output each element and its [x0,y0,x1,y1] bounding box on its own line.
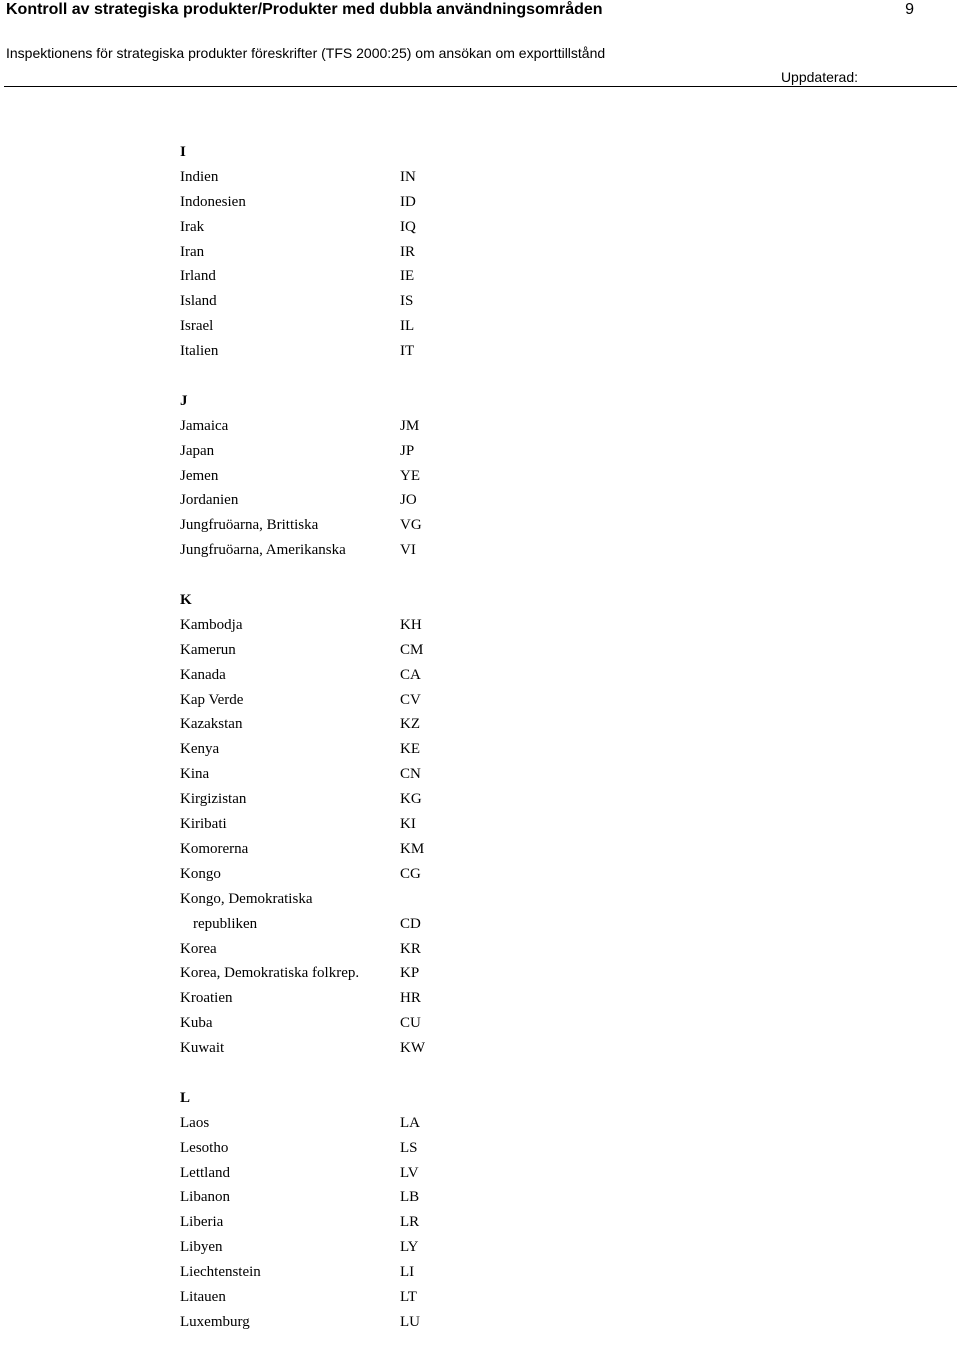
country-name-continuation: republiken [193,915,258,932]
country-code: HR [400,990,421,1007]
country-code: CN [400,766,421,783]
country-code: CD [400,915,421,932]
country-code: KW [400,1040,425,1057]
country-code: KM [400,840,425,857]
country-row [180,488,500,513]
country-name [180,538,390,563]
country-name [180,1210,390,1235]
country-code: IR [400,243,415,260]
document-title: Kontroll av strategiska produkter/Produkter med dubbla användningsområden [6,1,603,18]
country-name [180,289,390,314]
country-name-line: Komorerna [180,840,249,857]
country-code: LV [400,1164,419,1181]
country-code: LI [400,1264,415,1281]
country-code: IT [400,343,415,360]
country-name-line: Italien [180,343,219,360]
country-code: JM [400,417,420,434]
country-row [180,737,500,762]
country-code: IE [400,268,415,285]
document-subtitle: Inspektionens för strategiska produkter föreskrifter (TFS 2000:25) om ansökan om exporttillstånd [6,45,606,61]
country-name [180,737,390,762]
country-name [180,264,390,289]
country-name [180,488,390,513]
country-name-line: Kenya [180,741,220,758]
country-name-line: Island [180,293,217,310]
country-name [180,1260,390,1285]
country-name-line: Israel [180,318,214,335]
country-code-list [180,140,500,1360]
country-name-line: Kuwait [180,1040,225,1057]
country-name [180,638,390,663]
country-name [180,439,390,464]
country-name-line: Kirgizistan [180,791,247,808]
country-row [180,986,500,1011]
country-name [180,1161,390,1186]
country-name-line: Kap Verde [180,691,244,708]
country-code: LU [400,1313,420,1330]
country-code: LB [400,1189,420,1206]
country-name-line: Japan [180,442,215,459]
country-row [180,1185,500,1210]
country-code: KH [400,616,422,633]
country-code: LY [400,1239,419,1256]
country-row [180,314,500,339]
country-code: KI [400,816,416,833]
country-row [180,215,500,240]
country-name-line: Kazakstan [180,716,243,733]
country-name-line: Jemen [180,467,219,484]
country-name-line: Irland [180,268,216,285]
page-number: 9 [905,1,914,18]
country-name [180,1235,390,1260]
country-code: CV [400,691,421,708]
country-row [180,1136,500,1161]
country-name [180,1011,390,1036]
country-name [180,812,390,837]
country-name-line: Kroatien [180,990,233,1007]
country-code: IL [400,318,415,335]
country-name-line: Lesotho [180,1139,229,1156]
country-name [180,1111,390,1136]
country-name-line: Kambodja [180,616,243,633]
country-row [180,414,500,439]
country-row [180,937,500,962]
country-name-line: Korea [180,940,217,957]
country-name-line: Libyen [180,1239,223,1256]
country-name [180,663,390,688]
country-name [180,712,390,737]
country-name [180,937,390,962]
country-name [180,762,390,787]
country-code: VI [400,542,416,559]
country-name-line: Litauen [180,1288,226,1305]
section-l [180,1086,500,1335]
country-row [180,538,500,563]
country-name [180,1136,390,1161]
section-letter: K [180,592,192,609]
country-code: IQ [400,218,416,235]
country-name [180,1310,390,1335]
section-i [180,140,500,364]
country-name-line: Jungfruöarna, Brittiska [180,517,319,534]
country-code: ID [400,193,416,210]
country-row [180,289,500,314]
country-row [180,762,500,787]
header-divider [4,86,957,87]
country-code: KR [400,940,421,957]
country-name-line: Kongo, Demokratiska [180,890,313,907]
country-row [180,464,500,489]
section-letter: L [180,1089,191,1106]
country-row [180,513,500,538]
country-row [180,862,500,887]
country-row [180,1161,500,1186]
country-name-line: Irak [180,218,205,235]
section-letter: J [180,392,188,409]
country-name-line: Jungfruöarna, Amerikanska [180,542,346,559]
country-row [180,1285,500,1310]
country-row [180,165,500,190]
country-name-line: Kiribati [180,816,227,833]
country-row [180,1111,500,1136]
country-code: KE [400,741,420,758]
country-name [180,1285,390,1310]
country-code: LA [400,1114,420,1131]
country-name-line: Laos [180,1114,210,1131]
country-name-line: Kamerun [180,641,236,658]
country-name-line: Indien [180,168,219,185]
country-row [180,812,500,837]
section-k [180,588,500,1061]
country-row [180,190,500,215]
country-name [180,986,390,1011]
country-name [180,613,390,638]
country-row [180,240,500,265]
country-name [180,862,390,887]
country-name-line: Libanon [180,1189,230,1206]
country-row [180,1036,500,1061]
country-code: KZ [400,716,420,733]
country-name [180,513,390,538]
country-name [180,414,390,439]
country-name [180,165,390,190]
country-name [180,1036,390,1061]
country-code: KP [400,965,420,982]
country-code: IN [400,168,416,185]
country-row [180,663,500,688]
country-row [180,1011,500,1036]
country-name [180,339,390,364]
country-name [180,787,390,812]
country-name-line: Liberia [180,1214,224,1231]
country-code: CU [400,1015,421,1032]
country-code: YE [400,467,420,484]
country-name [180,1185,390,1210]
country-name-line: Lettland [180,1164,230,1181]
country-name [180,688,390,713]
country-name [180,464,390,489]
country-row [180,1260,500,1285]
section-j [180,389,500,563]
country-name [180,837,390,862]
country-row [180,787,500,812]
country-code: LR [400,1214,420,1231]
country-code: LS [400,1139,418,1156]
country-code: JO [400,492,417,509]
country-name-line: Kongo [180,865,221,882]
country-name [180,190,390,215]
country-code: CG [400,865,421,882]
country-name [180,887,390,937]
country-row [180,688,500,713]
country-row [180,961,500,986]
country-name-line: Indonesien [180,193,246,210]
country-row [180,837,500,862]
country-row [180,339,500,364]
country-row [180,264,500,289]
country-code: VG [400,517,422,534]
country-row [180,887,500,937]
country-name [180,314,390,339]
country-row [180,613,500,638]
country-name-line: Iran [180,243,205,260]
country-code: JP [400,442,415,459]
country-code: CA [400,666,421,683]
country-name [180,215,390,240]
country-name-line: Kina [180,766,210,783]
country-name [180,240,390,265]
country-code: LT [400,1288,417,1305]
country-name-line: Liechtenstein [180,1264,261,1281]
country-name-line: Jordanien [180,492,239,509]
country-row [180,439,500,464]
country-name [180,961,390,986]
country-row [180,638,500,663]
country-code: IS [400,293,414,310]
country-name-line: Korea, Demokratiska folkrep. [180,965,360,982]
country-name-line: Kuba [180,1015,213,1032]
country-name-line: Kanada [180,666,226,683]
country-name-line: Jamaica [180,417,229,434]
country-row [180,1310,500,1335]
country-name-line: Luxemburg [180,1313,250,1330]
country-row [180,1235,500,1260]
country-code: CM [400,641,424,658]
country-code: KG [400,791,422,808]
updated-label: Uppdaterad: [780,69,858,85]
country-row [180,1210,500,1235]
country-row [180,712,500,737]
section-letter: I [180,144,186,160]
